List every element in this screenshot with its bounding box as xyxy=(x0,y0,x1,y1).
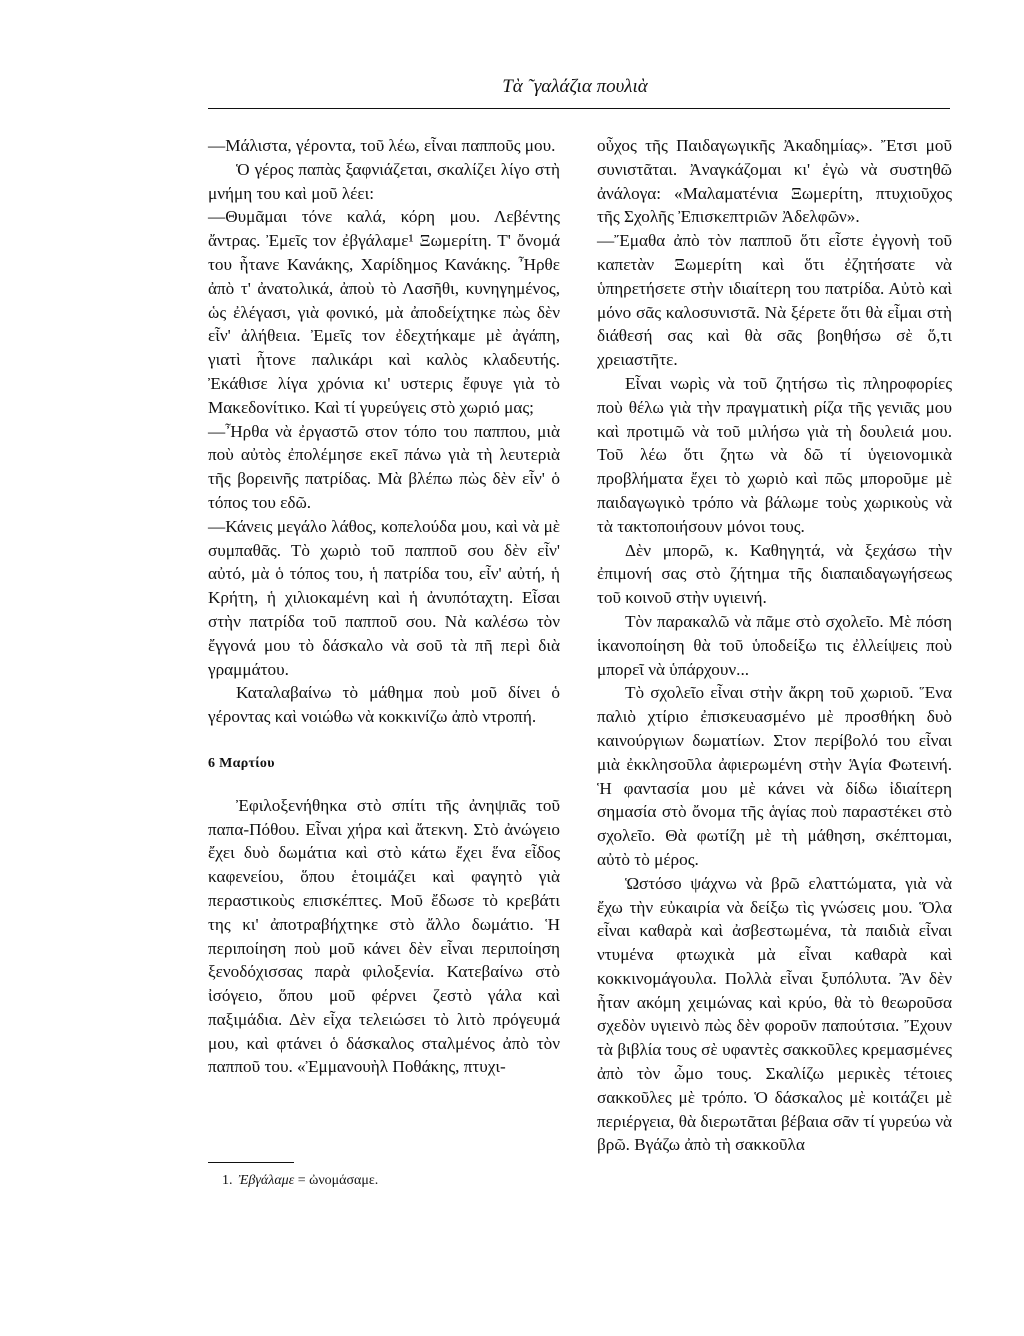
paragraph: Τὸ σχολεῖο εἶναι στὴν ἄκρη τοῦ χωριοῦ. Ἕνα παλιὸ χτίριο ἐπισκευασμένο μὲ προσθήκη δυὸ καινούργιων δωματίων. Στον περίβολό του εἶναι μιὰ ἐκκλησοῦλα ἀφιερωμένη στὴν Ἁγία Φωτεινή. Ἡ φαντασία μου μὲ κάνει νὰ δίδω ἰδιαίτερη σημασία στὸ ὄνομα τῆς ἁγίας ποὺ παραστέκει στὸ σχολεῖο. Θὰ φωτίζη μὲ τὴ μάθηση, σκέπτομαι, αὐτὸ τὸ μέρος. xyxy=(597,683,952,869)
diary-date-heading: 6 Μαρτίου xyxy=(208,755,275,771)
running-head: Τὰ ˜γαλάζια πουλιὰ xyxy=(502,76,648,97)
header-rule xyxy=(208,108,950,109)
paragraph: Ἐφιλοξενήθηκα στὸ σπίτι τῆς ἀνηψιᾶς τοῦ παπα-Πόθου. Εἶναι χήρα καὶ ἄτεκνη. Στὸ ἀνώγειο ἔχει δυὸ δωμάτια καὶ στὸ κάτω ἔχει ἕνα εἶδος καφενείου, ὅπου ἑτοιμάζει καὶ φαγητὸ γιὰ περαστικοὺς επισκέπτες. Μοῦ ἔδωσε τὸ κρεβάτι της κι' ἀποτραβήχτηκε στὸ ἄλλο δωμάτιο. Ἡ περιποίηση ποὺ μοῦ κάνει δὲν εἶναι περιποίηση ξενοδόχισσας παρὰ φιλοξενία. Κατεβαίνω στὸ ἰσόγειο, ὅπου μοῦ φέρνει ζεστὸ γάλα καὶ παξιμάδια. Δὲν εἶχα τελειώσει τὸ λιτὸ πρόγευμά μου, καὶ φτάνει ὁ δάσκαλος σταλμένος ἀπὸ τὸν παπποῦ του. «Ἐμμανουὴλ Ποθάκης, πτυχι- xyxy=(208,795,560,1077)
paragraph: —Κάνεις μεγάλο λάθος, κοπελούδα μου, καὶ νὰ μὲ συμπαθᾶς. Τὸ χωριὸ τοῦ παπποῦ σου δὲν εἶν' αὐτό, μὰ ὁ τόπος του, ἡ πατρίδα του, εἶν' αὐτή, ἡ Κρήτη, ἡ χιλιοκαμένη καὶ ἡ ἀνυπόταχτη. Εἶσαι στὴν πατρίδα τοῦ παπποῦ σου. Νὰ καλέσω τὸν ἔγγονά μου τὸ δάσκαλο νὰ σοῦ τὰ πῆ περὶ διὰ γραμμάτου. xyxy=(208,516,560,679)
paragraph: Τὸν παρακαλῶ νὰ πᾶμε στὸ σχολεῖο. Μὲ πόση ἱκανοποίηση θὰ τοῦ ὑποδείξω τις ἐλλείψεις ποὺ μπορεῖ νὰ ὑπάρχουν... xyxy=(597,611,952,679)
footnote-definition: = ὠνομάσαμε. xyxy=(294,1173,379,1188)
footnote-term: Ἐβγάλαμε xyxy=(238,1173,295,1188)
footnote xyxy=(222,1172,378,1190)
paragraph: Ὡστόσο ψάχνω νὰ βρῶ ελαττώματα, γιὰ νὰ ἔχω τὴν εὐκαιρία νὰ δείξω τὶς γνώσεις μου. Ὅλα εἶναι καθαρὰ καὶ ἀσβεστωμένα, τὰ παιδιὰ εἶναι ντυμένα φτωχικὰ μὰ εἶναι καθαρὰ καὶ κοκκινομάγουλα. Πολλὰ εἶναι ξυπόλυτα. Ἂν δὲν ἦταν ακόμη χειμώνας καὶ κρύο, θὰ τὸ θεωροῦσα σχεδὸν υγιεινὸ πὼς δὲν φοροῦν παπούτσια. Ἔχουν τὰ βιβλία τους σὲ υφαντὲς σακκοῦλες κρεμασμένες ἀπὸ τὸν ὦμο τους. Σκαλίζω μερικὲς τέτοιες σακκοῦλες μὲ τρόπο. Ὁ δάσκαλος μὲ κοιτάζει μὲ περιέργεια, θὰ διερωτᾶται βέβαια σᾶν τί γυρεύω νὰ βρῶ. Βγάζω ἀπὸ τὴ σακκοῦλα xyxy=(597,873,952,1155)
paragraph: Ὁ γέρος παπὰς ξαφνιάζεται, σκαλίζει λίγο στὴ μνήμη του καὶ μοῦ λέει: xyxy=(208,159,560,203)
right-column xyxy=(597,134,952,1157)
paragraph: —Μάλιστα, γέροντα, τοῦ λέω, εἶναι παπποῦς μου. xyxy=(208,136,556,155)
left-column xyxy=(208,134,560,1079)
paragraph: Δὲν μπορῶ, κ. Καθηγητά, νὰ ξεχάσω τὴν ἐπιμονή σας στὸ ζήτημα τῆς διαπαιδαγωγήσεως τοῦ κοινοῦ στὴν υγιεινή. xyxy=(597,540,952,608)
paragraph: —Ἔμαθα ἀπὸ τὸν παπποῦ ὅτι εἶστε ἐγγονὴ τοῦ καπετὰν Ξωμερίτη καὶ ὅτι ἐζητήσατε νὰ ὑπηρετήσετε στὴν ιδιαίτερη του πατρίδα. Αὐτὸ καὶ μόνο σᾶς καλοσυνιστᾶ. Νὰ ξέρετε ὅτι θὰ εἶμαι στὴ διάθεσή σας καὶ θὰ σᾶς βοηθήσω σὲ ὅ,τι χρειαστῆτε. xyxy=(597,231,952,370)
paragraph: οὖχος τῆς Παιδαγωγικῆς Ἀκαδημίας». Ἔτσι μοῦ συνιστᾶται. Ἀναγκάζομαι κι' ἐγὼ νὰ συστηθῶ ἀνάλογα: «Μαλαματένια Ξωμερίτη, πτυχιοῦχος τῆς Σχολῆς Ἐπισκεπτριῶν Ἀδελφῶν». xyxy=(597,136,952,227)
paragraph: Καταλαβαίνω τὸ μάθημα ποὺ μοῦ δίνει ὁ γέροντας καὶ νοιώθω νὰ κοκκινίζω ἀπὸ ντροπή. xyxy=(208,683,560,727)
paragraph: —Ἦρθα νὰ ἐργαστῶ στον τόπο του παππου, μιὰ ποὺ αὐτὸς ἐπολέμησε εκεῖ πάνω γιὰ τὴ λευτεριὰ τῆς βορεινῆς πατρίδας. Μὰ βλέπω πὼς δὲν εἶν' ὁ τόπος του εδῶ. xyxy=(208,421,560,512)
footnote-number: 1. xyxy=(222,1173,233,1188)
footnote-rule xyxy=(208,1162,294,1163)
paragraph: Εἶναι νωρὶς νὰ τοῦ ζητήσω τὶς πληροφορίες ποὺ θέλω γιὰ τὴν πραγματικὴ ρίζα τῆς γενιᾶς μου καὶ προτιμῶ νὰ τοῦ μιλήσω γιὰ τὴ δουλειά μου. Τοῦ λέω ὅτι ζητω νὰ δῶ τί ὑγειονομικὰ προβλήματα ἔχει τὸ χωριὸ καὶ πῶς μποροῦμε μὲ παιδαγωγικὸ τρόπο νὰ βάλωμε τοὺς χωρικοὺς νὰ τὰ τακτοποιήσουν μόνοι τους. xyxy=(597,373,952,536)
paragraph: —Θυμᾶμαι τόνε καλά, κόρη μου. Λεβέντης ἄντρας. Ἐμεῖς τον ἐβγάλαμε¹ Ξωμερίτη. Τ' ὄνομά του ἦτανε Κανάκης, Χαρίδημος Κανάκης. Ἦρθε ἀπὸ τ' ἀνατολικά, ἀποὺ τὸ Λασῆθι, κυνηγημένος, ὡς ἐλέγασι, γιὰ φονικό, μὰ ἀποδείχτηκε πὼς δὲν εἶν' ἀλήθεια. Ἐμεῖς τον ἐδεχτήκαμε μὲ ἀγάπη, γιατὶ ἦτονε παλικάρι καὶ καλὸς κλαδευτής. Ἐκάθισε λίγα χρόνια κι' υστερις ἔφυγε γιὰ τὸ Μακεδονίτικο. Καὶ τί γυρεύγεις στὸ χωριό μας; xyxy=(208,207,560,417)
